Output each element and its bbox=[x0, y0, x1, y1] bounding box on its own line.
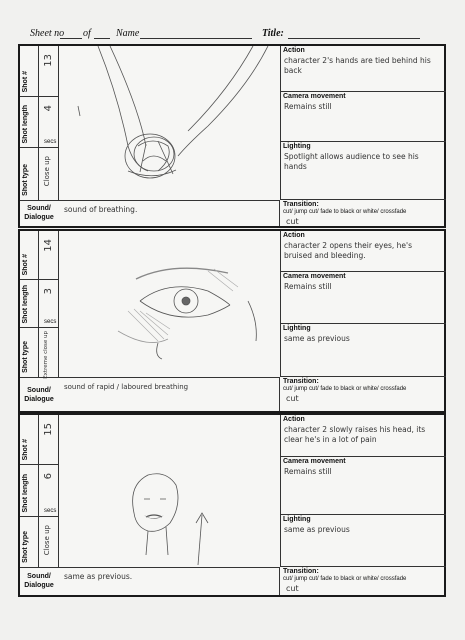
shot-value-column bbox=[38, 415, 59, 567]
shot-label-column bbox=[20, 231, 39, 377]
lighting-text: Spotlight allows audience to see his hands bbox=[284, 152, 419, 171]
action-label: Action bbox=[283, 232, 305, 239]
transition-options: cut/ jump cut/ fade to black or white/ crossfade bbox=[283, 386, 407, 392]
shot-num-label: Shot # bbox=[22, 70, 29, 92]
camera-movement-label: Camera movement bbox=[283, 273, 346, 280]
shot-value-column bbox=[38, 231, 59, 377]
sound-row-3 bbox=[20, 567, 280, 595]
action-text: character 2's hands are tied behind his back bbox=[284, 56, 431, 75]
shot-length-label: Shot length bbox=[22, 104, 29, 143]
transition-text: cut bbox=[286, 394, 299, 403]
shot-label-column bbox=[20, 46, 39, 200]
action-label: Action bbox=[283, 416, 305, 423]
sheet-no-line bbox=[60, 38, 82, 39]
shot-number: 13 bbox=[43, 54, 54, 67]
shot-length: 3 bbox=[43, 288, 54, 295]
shot-label-column bbox=[20, 415, 39, 567]
transition-text: cut bbox=[286, 584, 299, 593]
transition-options: cut/ jump cut/ fade to black or white/ crossfade bbox=[283, 576, 407, 582]
camera-movement-text: Remains still bbox=[284, 282, 332, 291]
lighting-text: same as previous bbox=[284, 334, 350, 343]
of-line bbox=[94, 38, 110, 39]
action-text: character 2 opens their eyes, he's bruised and bleeding. bbox=[284, 241, 413, 260]
sketch-panel-2 bbox=[58, 231, 281, 377]
shot-length-label: Shot length bbox=[22, 473, 29, 512]
sketch-raising-head bbox=[58, 415, 280, 567]
sound-label: Sound/ Dialogue bbox=[24, 205, 54, 221]
shot-num-label: Shot # bbox=[22, 438, 29, 460]
sound-label: Sound/ Dialogue bbox=[24, 573, 54, 589]
camera-movement-text: Remains still bbox=[284, 467, 332, 476]
transition-options: cut/ jump cut/ fade to black or white/ crossfade bbox=[283, 209, 407, 215]
shot-type: Close up bbox=[43, 156, 51, 187]
shot-length: 6 bbox=[43, 473, 54, 480]
shot-length: 4 bbox=[43, 105, 54, 112]
secs-label: secs bbox=[44, 319, 57, 325]
sound-text: same as previous. bbox=[64, 572, 133, 581]
title-line bbox=[288, 38, 420, 39]
sound-row-1 bbox=[20, 200, 280, 226]
of-label: of bbox=[83, 28, 91, 39]
lighting-label: Lighting bbox=[283, 143, 311, 150]
shot-type-label: Shot type bbox=[22, 531, 29, 563]
camera-movement-label: Camera movement bbox=[283, 93, 346, 100]
shot-type-label: Shot type bbox=[22, 341, 29, 373]
shot-frame-2 bbox=[18, 229, 446, 413]
sound-row-2 bbox=[20, 377, 280, 411]
secs-label: secs bbox=[44, 508, 57, 514]
shot-type: Extreme close up bbox=[43, 331, 49, 379]
shot-num-label: Shot # bbox=[22, 253, 29, 275]
camera-movement-label: Camera movement bbox=[283, 458, 346, 465]
camera-movement-text: Remains still bbox=[284, 102, 332, 111]
transition-row-1 bbox=[280, 200, 446, 226]
transition-text: cut bbox=[286, 217, 299, 226]
sketch-hands-tied bbox=[58, 46, 280, 200]
sound-text: sound of rapid / laboured breathing bbox=[64, 383, 189, 391]
shot-number: 15 bbox=[43, 423, 54, 436]
shot-number: 14 bbox=[43, 239, 54, 252]
sound-label: Sound/ Dialogue bbox=[24, 387, 54, 403]
lighting-label: Lighting bbox=[283, 516, 311, 523]
shot-type: Close up bbox=[43, 525, 51, 556]
name-label: Name bbox=[116, 28, 140, 39]
shot-length-label: Shot length bbox=[22, 284, 29, 323]
transition-row-3 bbox=[280, 567, 446, 595]
title-label: Title: bbox=[262, 28, 284, 39]
sketch-bruised-eye bbox=[58, 231, 280, 377]
transition-label: Transition: bbox=[283, 201, 319, 208]
lighting-label: Lighting bbox=[283, 325, 311, 332]
shot-frame-3 bbox=[18, 413, 446, 597]
sketch-panel-1 bbox=[58, 46, 281, 200]
lighting-text: same as previous bbox=[284, 525, 350, 534]
secs-label: secs bbox=[44, 139, 57, 145]
transition-label: Transition: bbox=[283, 568, 319, 575]
shot-frame-1 bbox=[18, 44, 446, 228]
sketch-panel-3 bbox=[58, 415, 281, 567]
shot-value-column bbox=[38, 46, 59, 200]
transition-row-2 bbox=[280, 377, 446, 411]
transition-label: Transition: bbox=[283, 378, 319, 385]
action-text: character 2 slowly raises his head, its clear he's in a lot of pain bbox=[284, 425, 426, 444]
shot-type-label: Shot type bbox=[22, 164, 29, 196]
sound-text: sound of breathing. bbox=[64, 205, 138, 214]
action-label: Action bbox=[283, 47, 305, 54]
name-line bbox=[140, 38, 252, 39]
sheet-no-label: Sheet no bbox=[30, 28, 65, 39]
